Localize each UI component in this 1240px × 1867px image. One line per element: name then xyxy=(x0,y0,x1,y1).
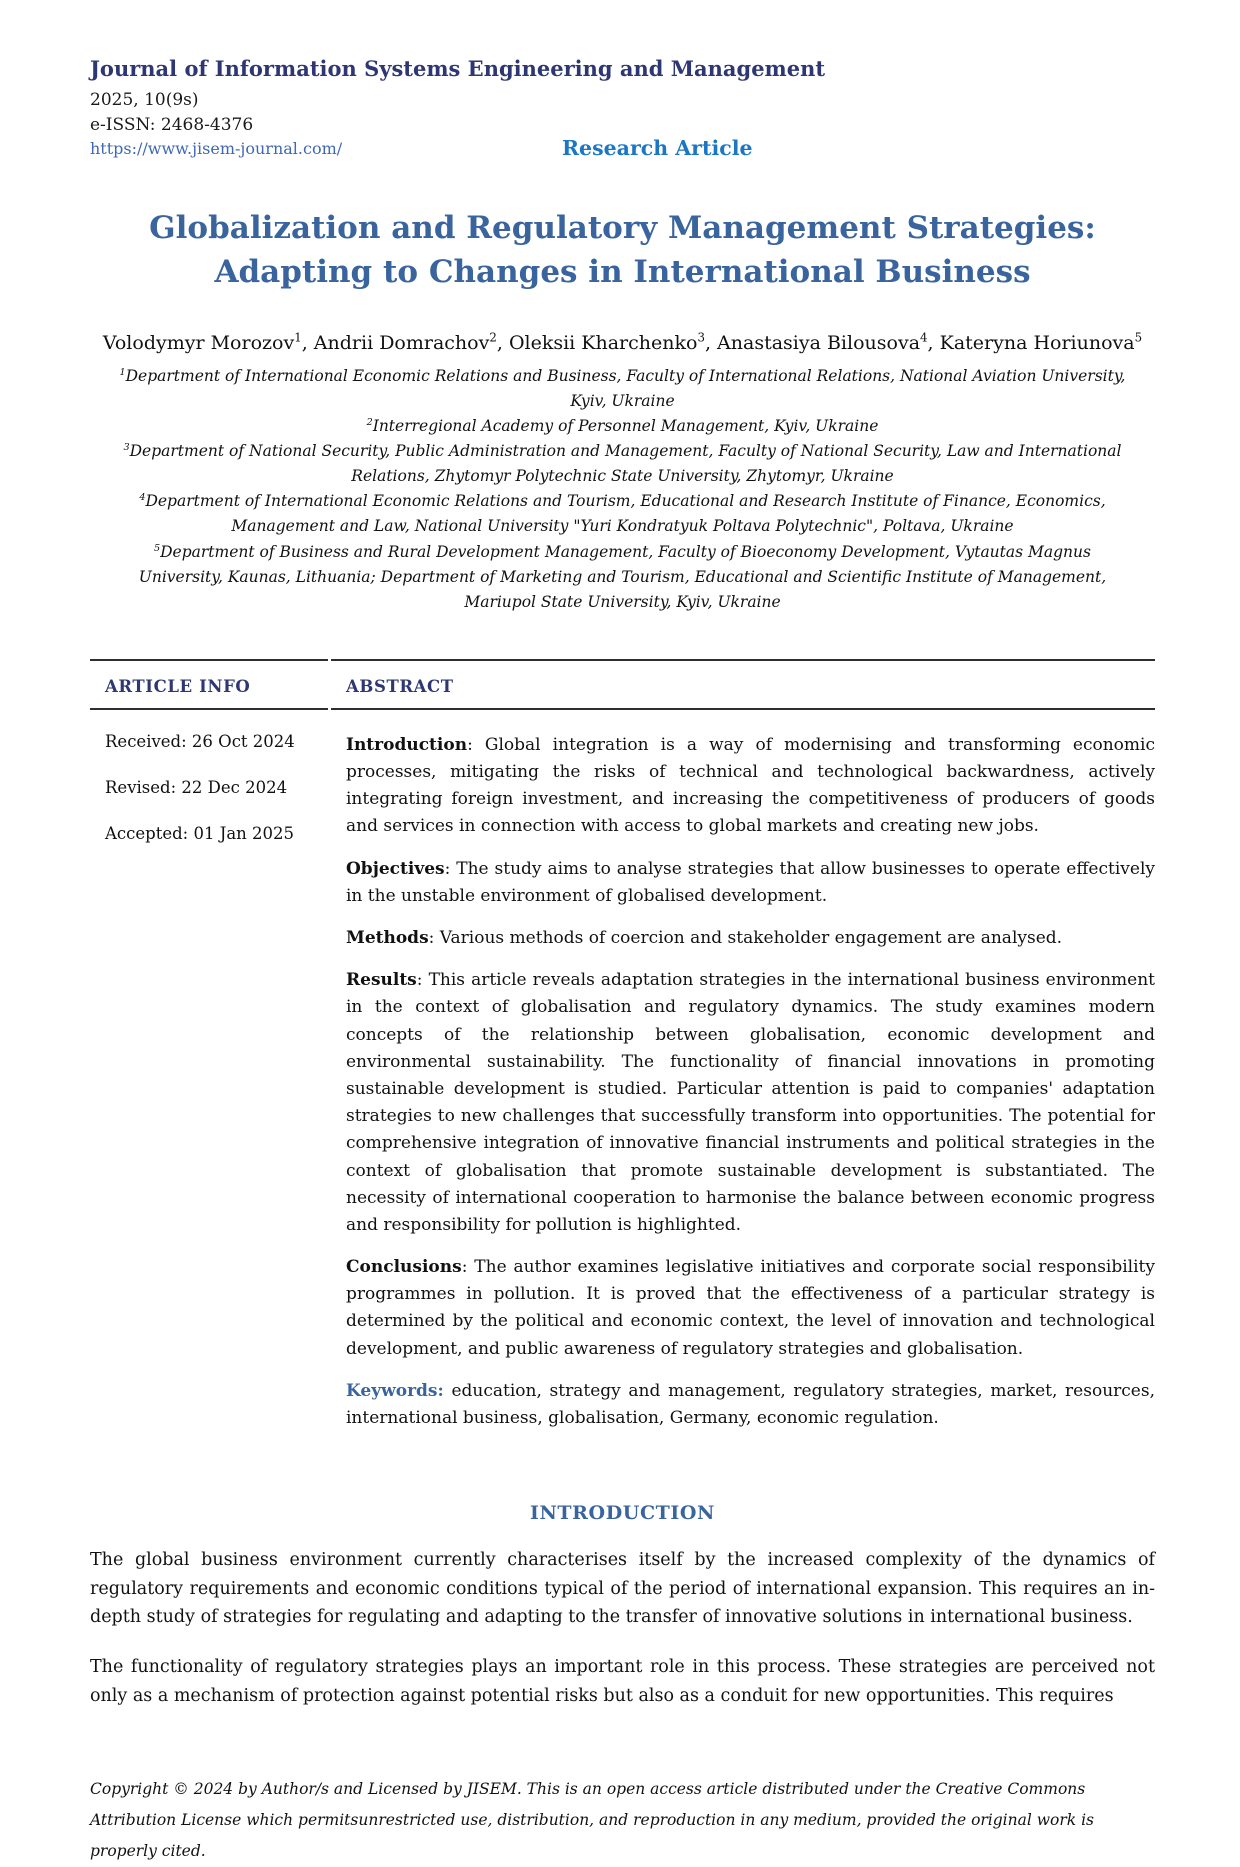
introduction-paragraph-2: The functionality of regulatory strategies plays an important role in this process. These strategies are perceived not only as a mechanism of protection against potential risks but also as a conduit for new opportunities. This requires xyxy=(90,1657,1155,1706)
journal-url-link[interactable]: https://www.jisem-journal.com/ xyxy=(90,139,343,159)
author: Anastasiya Bilousova$^4$, xyxy=(717,330,940,354)
accepted-date: Accepted: 01 Jan 2025 xyxy=(105,823,295,843)
affiliation: $^2$Interregional Academy of Personnel Management, Kyiv, Ukraine xyxy=(366,416,879,436)
author: Andrii Domrachov$^2$, xyxy=(313,330,509,354)
article-title-line2: Adapting to Changes in International Business xyxy=(214,254,1031,291)
copyright-notice: Copyright © 2024 by Author/s and Licensed by JISEM. This is an open access article distributed under the Creative Commons Attribution License which permitsunrestricted use, distribution, and reproduction in any medium, provided the original work is properly cited. xyxy=(90,1779,1094,1860)
article-info-column xyxy=(90,659,328,1454)
journal-issn: e-ISSN: 2468-4376 xyxy=(90,114,254,135)
abstract-header: ABSTRACT xyxy=(331,661,1155,710)
author-affiliation-sup: 1 xyxy=(294,330,302,345)
introduction-paragraph-1: The global business environment currently characterises itself by the increased complexity of the dynamics of regulatory requirements and economic conditions typical of the period of international expansion. This requires an in-depth study of strategies for regulating and adapting to the transfer of innovative solutions in international business. xyxy=(90,1550,1155,1627)
article-type-label: Research Article xyxy=(562,136,753,161)
article-title xyxy=(90,206,1155,294)
authors-line xyxy=(90,331,1155,354)
author-affiliation-sup: 3 xyxy=(697,330,705,345)
affiliation: $^5$Department of Business and Rural Development Management, Faculty of Bioeconomy Development, Vytautas Magnus University, Kaunas, Lithuania; Department of Marketing and Tourism, Educational and Scientific Institute of Management, Mariupol State University, Kyiv, Ukraine xyxy=(138,542,1107,611)
received-date: Received: 26 Oct 2024 xyxy=(105,731,295,751)
affiliations-block xyxy=(113,364,1133,615)
article-title-line1: Globalization and Regulatory Management Strategies: xyxy=(149,210,1096,247)
article-info-header: ARTICLE INFO xyxy=(90,661,328,710)
introduction-heading: INTRODUCTION xyxy=(529,1502,716,1525)
journal-issue: 2025, 10(9s) xyxy=(90,90,199,110)
abstract-column xyxy=(331,659,1155,1454)
journal-masthead xyxy=(90,56,1155,160)
abstract-introduction: Introduction: Global integration is a way of modernising and transforming economic processes, mitigating the risks of technical and technological backwardness, actively integrating foreign investment, and increasing the competitiveness of producers of goods and services in connection with access to global markets and creating new jobs. xyxy=(346,734,1155,837)
affiliation: $^1$Department of International Economic Relations and Business, Faculty of International Relations, National Aviation University, Kyiv, Ukraine xyxy=(119,366,1126,410)
abstract-results: Results: This article reveals adaptation strategies in the international business environment in the context of globalisation and regulatory dynamics. The study examines modern concepts of the relationship between globalisation, economic development and environmental sustainability. The functionality of financial innovations in promoting sustainable development is studied. Particular attention is paid to companies' adaptation strategies to new challenges that successfully transform into opportunities. The potential for comprehensive integration of innovative financial instruments and political strategies in the context of globalisation that promote sustainable development is substantiated. The necessity of international cooperation to harmonise the balance between economic progress and responsibility for pollution is highlighted. xyxy=(346,970,1155,1235)
author: Kateryna Horiunova$^5$ xyxy=(939,330,1143,354)
article-info-abstract-table xyxy=(90,659,1155,1454)
abstract-body xyxy=(331,710,1155,1454)
affiliation: $^4$Department of International Economic Relations and Tourism, Educational and Research Institute of Finance, Economics, Management and Law, National University "Yuri Kondratyuk Poltava Polytechnic", Poltava, Ukraine xyxy=(139,492,1106,536)
revised-date: Revised: 22 Dec 2024 xyxy=(105,777,288,797)
author: Volodymyr Morozov$^1$, xyxy=(102,330,314,354)
journal-name: Journal of Information Systems Engineering and Management xyxy=(90,56,826,81)
abstract-keywords: Keywords: education, strategy and management, regulatory strategies, market, resources, international business, globalisation, Germany, economic regulation. xyxy=(346,1380,1155,1429)
author: Oleksii Kharchenko$^3$, xyxy=(508,330,718,354)
author-affiliation-sup: 4 xyxy=(920,330,928,345)
abstract-methods: Methods: Various methods of coercion and stakeholder engagement are analysed. xyxy=(346,928,1063,949)
abstract-objectives: Objectives: The study aims to analyse strategies that allow businesses to operate effectively in the unstable environment of globalised development. xyxy=(346,858,1155,906)
affiliation: $^3$Department of National Security, Public Administration and Management, Faculty of National Security, Law and International Relations, Zhytomyr Polytechnic State University, Zhytomyr, Ukraine xyxy=(123,442,1122,486)
article-info-body xyxy=(90,710,328,888)
author-affiliation-sup: 2 xyxy=(489,330,497,345)
abstract-conclusions: Conclusions: The author examines legislative initiatives and corporate social responsibility programmes in pollution. It is proved that the effectiveness of a particular strategy is determined by the political and economic context, the level of innovation and technological development, and public awareness of regulatory strategies and globalisation. xyxy=(346,1257,1155,1359)
author-affiliation-sup: 5 xyxy=(1134,330,1143,345)
